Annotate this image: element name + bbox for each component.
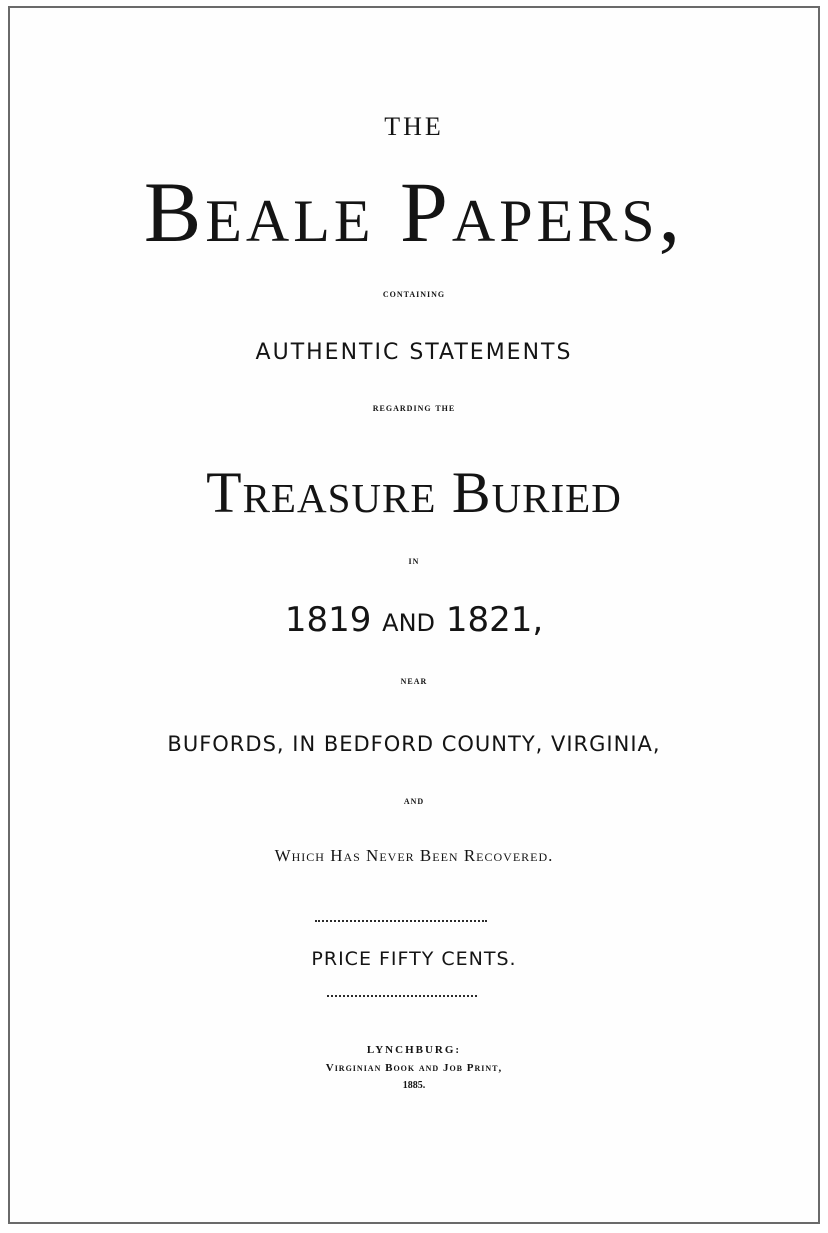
regarding-label: regarding the (372, 402, 456, 414)
price-line: PRICE FIFTY CENTS. (311, 948, 517, 970)
location-line: BUFORDS, IN BEDFORD COUNTY, VIRGINIA, (167, 732, 661, 756)
imprint-printer: Virginian Book and Job Print, (325, 1062, 503, 1074)
near-label: near (400, 675, 428, 687)
never-recovered-line: Which Has Never Been Recovered. (274, 846, 554, 865)
years-title: 1819 and 1821, (284, 600, 544, 640)
imprint-city: LYNCHBURG: (366, 1044, 462, 1056)
in-label: in (408, 555, 420, 567)
ornamental-rule-upper (315, 920, 487, 922)
authentic-statements: AUTHENTIC STATEMENTS (255, 340, 573, 365)
containing-label: containing (382, 288, 446, 300)
main-title: Beale Papers, (143, 164, 685, 260)
imprint-year: 1885. (402, 1080, 426, 1091)
ornamental-rule-lower (327, 995, 477, 997)
treasure-buried-title: Treasure Buried (206, 460, 622, 525)
title-the: THE (384, 112, 444, 141)
and-label: and (403, 795, 425, 807)
